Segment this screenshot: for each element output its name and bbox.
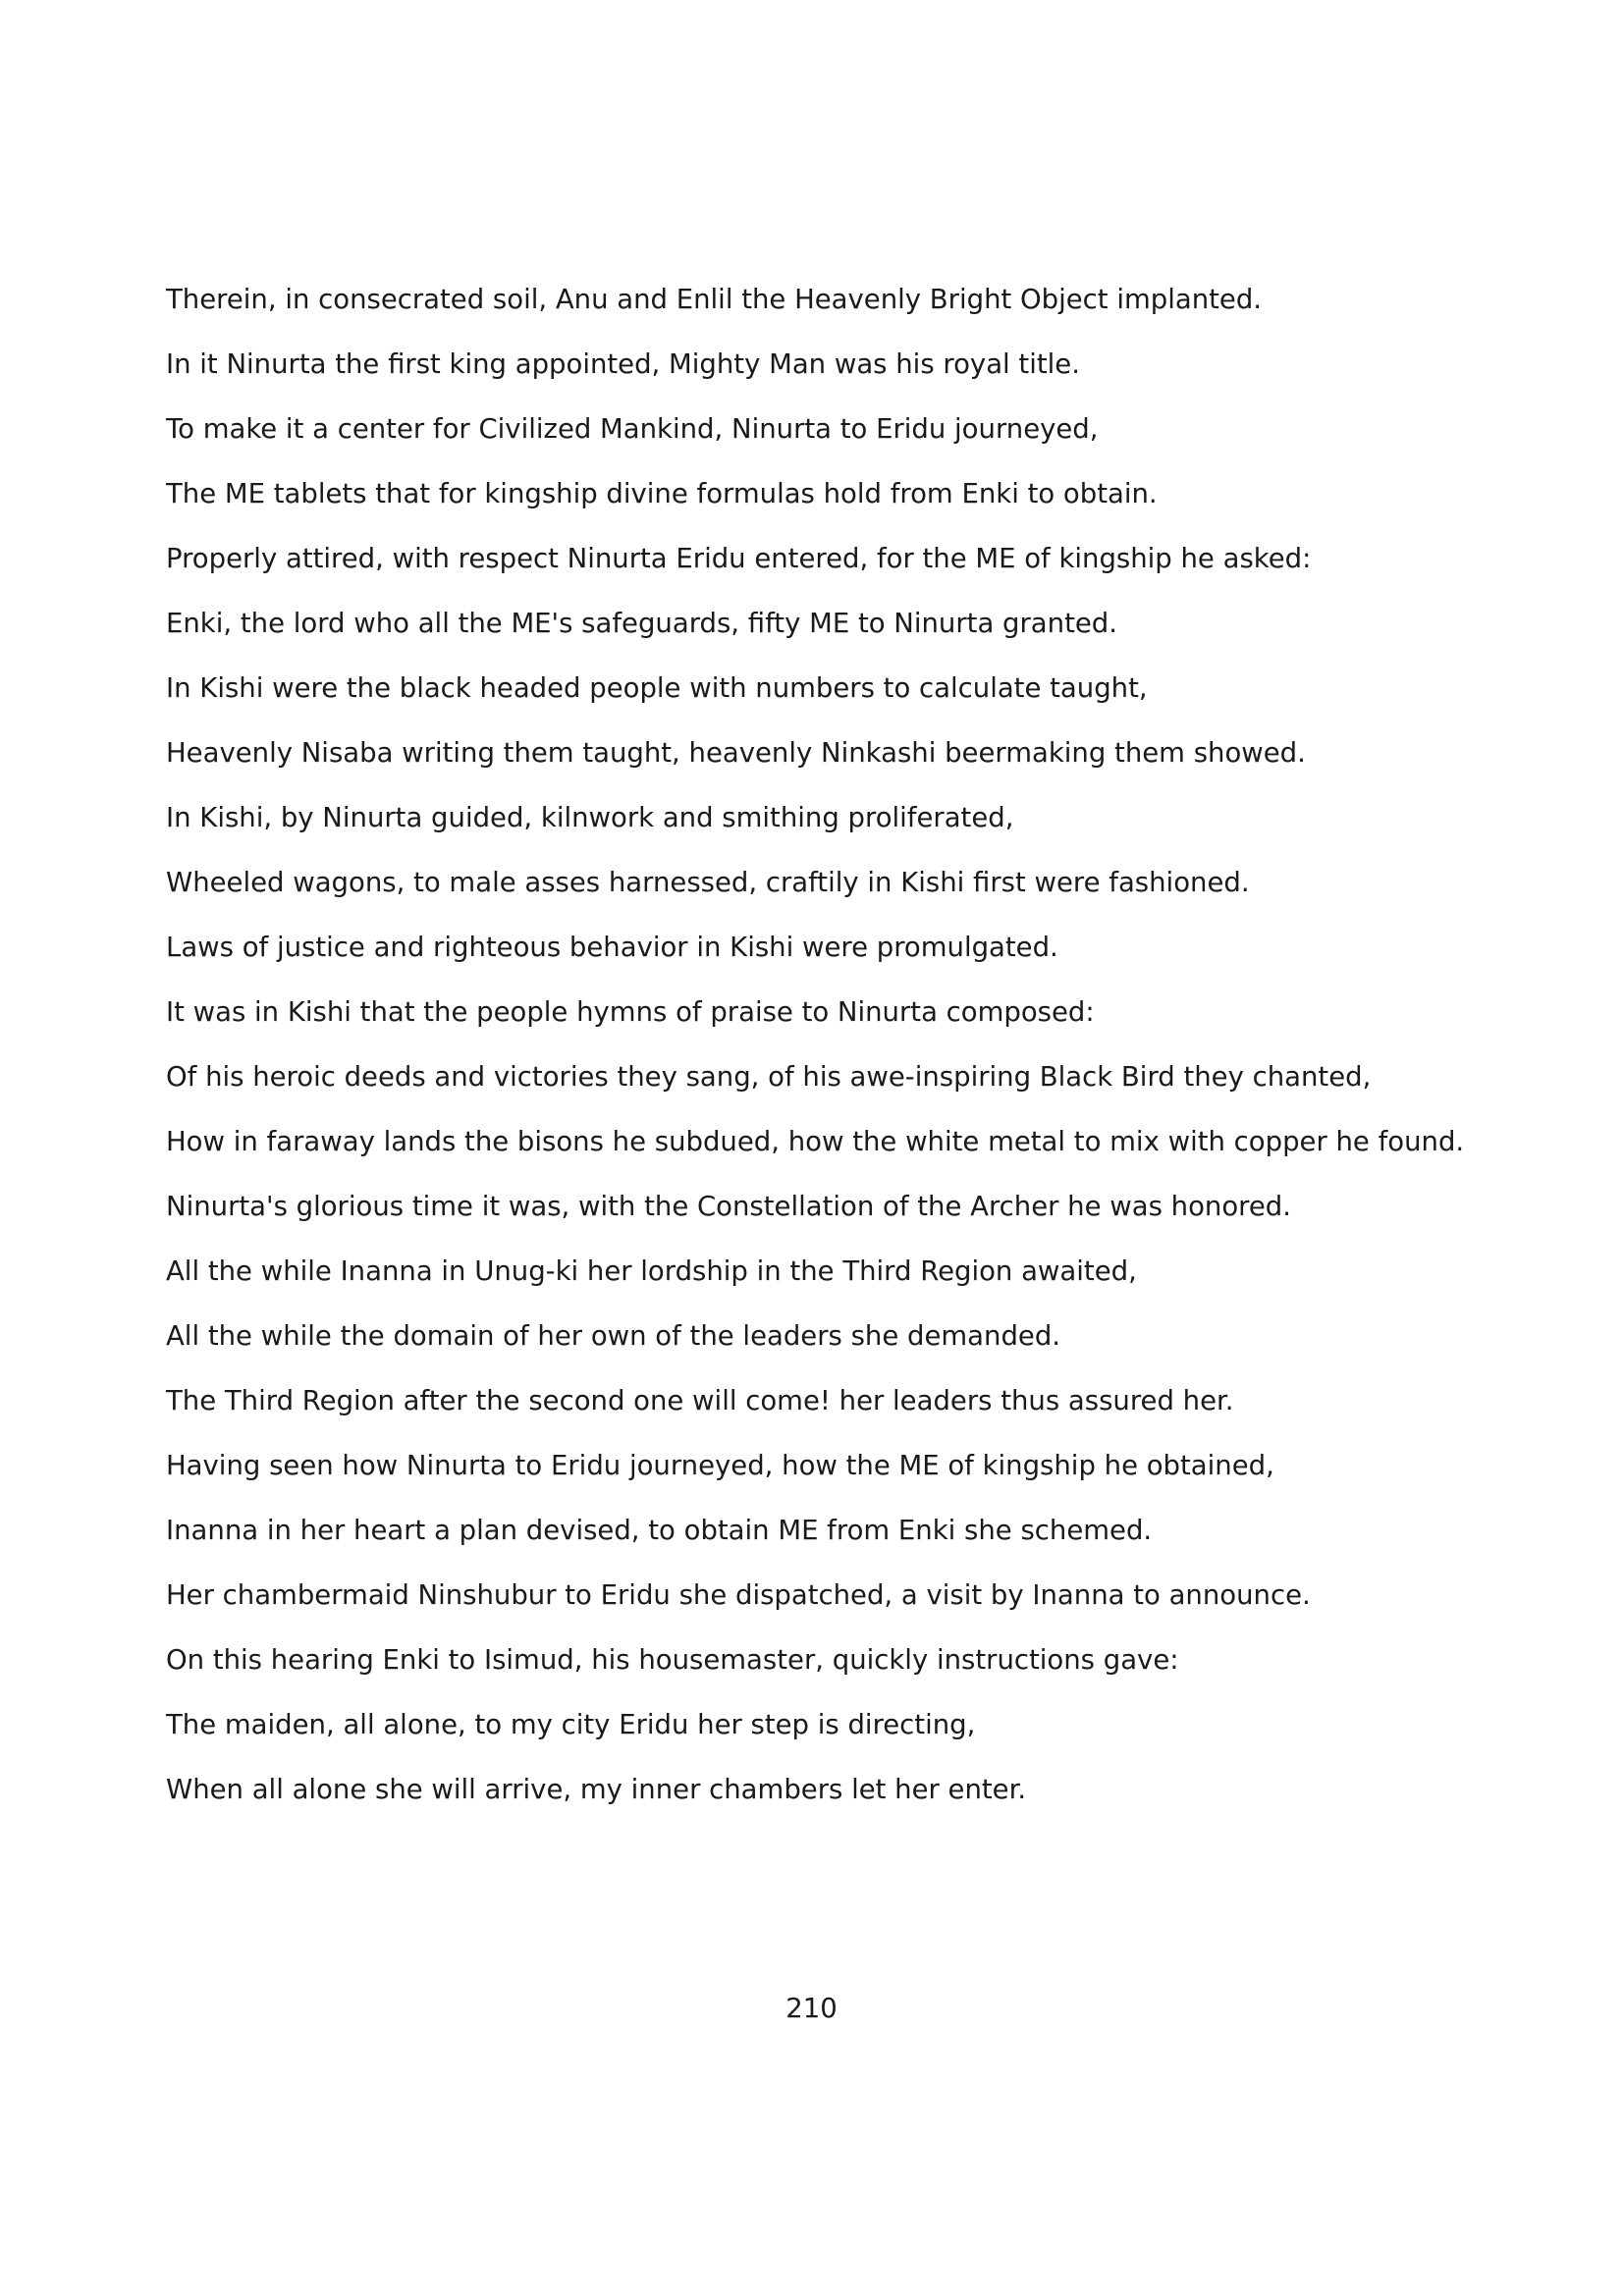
text-line: When all alone she will arrive, my inner chambers let her enter. — [166, 1774, 1027, 1805]
text-line: On this hearing Enki to Isimud, his housemaster, quickly instructions gave: — [166, 1644, 1179, 1676]
text-line: In Kishi were the black headed people with numbers to calculate taught, — [166, 672, 1148, 704]
text-line: Of his heroic deeds and victories they sang, of his awe-inspiring Black Bird they chanted, — [166, 1061, 1372, 1093]
text-line: The Third Region after the second one will come! her leaders thus assured her. — [166, 1385, 1234, 1416]
text-line: In it Ninurta the first king appointed, Mighty Man was his royal title. — [166, 348, 1080, 380]
text-line: In Kishi, by Ninurta guided, kilnwork and smithing proliferated, — [166, 802, 1014, 833]
text-line: The maiden, all alone, to my city Eridu her step is directing, — [166, 1709, 976, 1740]
text-line: Her chambermaid Ninshubur to Eridu she dispatched, a visit by Inanna to announce. — [166, 1579, 1311, 1611]
text-line: Having seen how Ninurta to Eridu journeyed, how the ME of kingship he obtained, — [166, 1450, 1274, 1481]
text-line: It was in Kishi that the people hymns of praise to Ninurta composed: — [166, 996, 1095, 1028]
text-line: Heavenly Nisaba writing them taught, heavenly Ninkashi beermaking them showed. — [166, 737, 1306, 769]
text-line: All the while Inanna in Unug-ki her lordship in the Third Region awaited, — [166, 1255, 1137, 1287]
text-line: All the while the domain of her own of the leaders she demanded. — [166, 1320, 1061, 1352]
text-line: Laws of justice and righteous behavior in Kishi were promulgated. — [166, 932, 1058, 963]
text-line: Inanna in her heart a plan devised, to obtain ME from Enki she schemed. — [166, 1515, 1153, 1546]
text-line: Enki, the lord who all the ME's safeguards, fifty ME to Ninurta granted. — [166, 608, 1117, 639]
text-line: Therein, in consecrated soil, Anu and Enlil the Heavenly Bright Object implanted. — [166, 284, 1263, 315]
text-line: How in faraway lands the bisons he subdued, how the white metal to mix with copper he found. — [166, 1126, 1465, 1157]
text-line: Ninurta's glorious time it was, with the Constellation of the Archer he was honored. — [166, 1191, 1291, 1222]
page-number: 210 — [785, 1993, 838, 2024]
verse-text — [166, 276, 1560, 1831]
text-line: To make it a center for Civilized Mankind, Ninurta to Eridu journeyed, — [166, 413, 1099, 445]
text-line: The ME tablets that for kingship divine formulas hold from Enki to obtain. — [166, 478, 1158, 509]
text-line: Properly attired, with respect Ninurta Eridu entered, for the ME of kingship he asked: — [166, 543, 1312, 574]
text-line: Wheeled wagons, to male asses harnessed, craftily in Kishi first were fashioned. — [166, 867, 1250, 898]
